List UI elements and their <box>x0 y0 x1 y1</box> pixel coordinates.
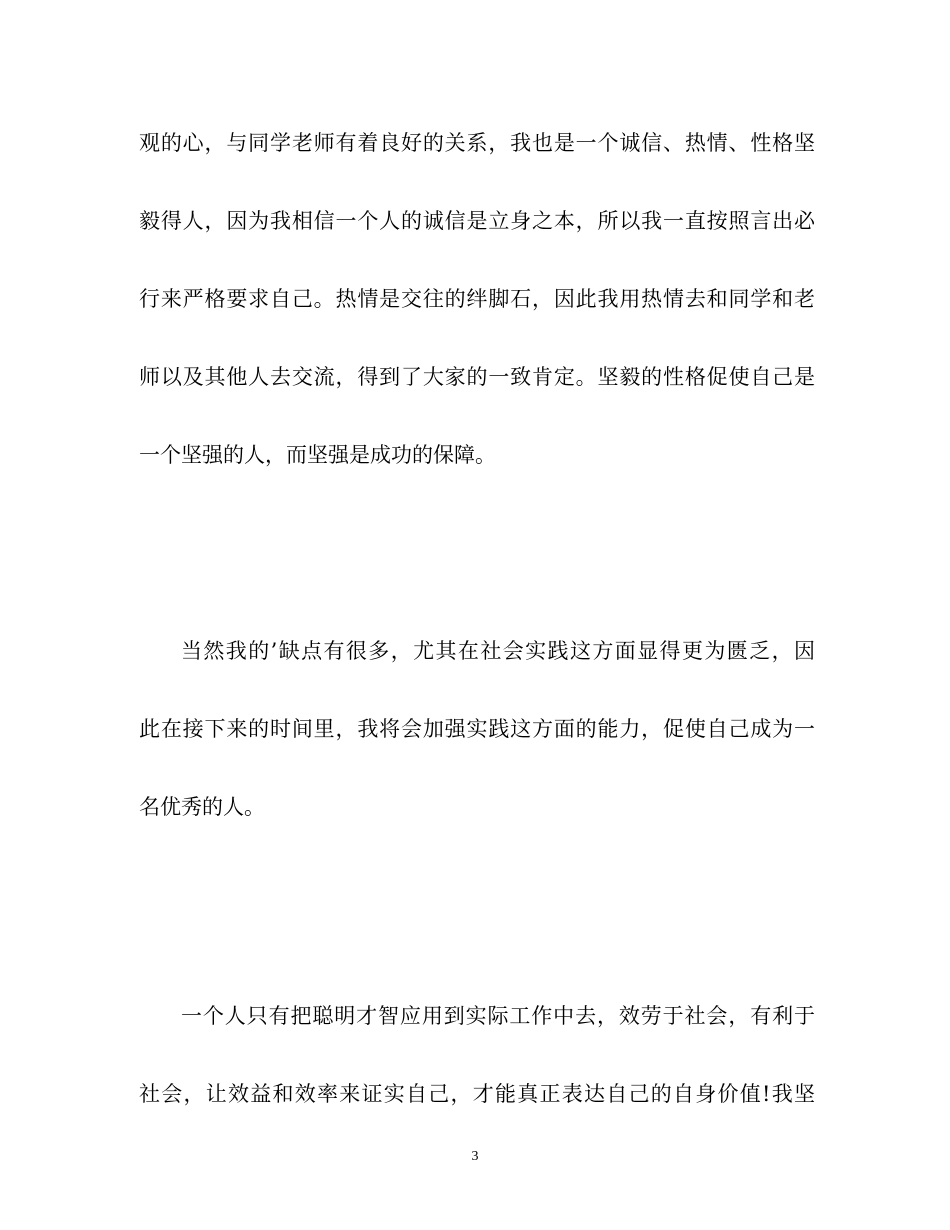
paragraph-line: 师以及其他人去交流，得到了大家的一致肯定。坚毅的性格促使自己是 <box>139 365 815 389</box>
paragraph-1 <box>139 127 815 517</box>
paragraph-line: 此在接下来的时间里，我将会加强实践这方面的能力，促使自己成为一 <box>139 717 815 741</box>
paragraph-line: 毅得人，因为我相信一个人的诚信是立身之本，所以我一直按照言出必 <box>139 209 815 233</box>
paragraph-line: 社会，让效益和效率来证实自己，才能真正表达自己的自身价值!我坚 <box>139 1082 815 1106</box>
paragraph-3 <box>139 1000 815 1156</box>
paragraph-line: 一个坚强的人，而坚强是成功的保障。 <box>139 443 496 467</box>
paragraph-line: 当然我的’缺点有很多，尤其在社会实践这方面显得更为匮乏，因 <box>181 639 815 663</box>
paragraph-2 <box>139 635 815 869</box>
paragraph-line: 名优秀的人。 <box>139 795 265 819</box>
paragraph-line: 观的心，与同学老师有着良好的关系，我也是一个诚信、热情、性格坚 <box>139 131 815 155</box>
paragraph-line: 一个人只有把聪明才智应用到实际工作中去，效劳于社会，有利于 <box>181 1004 815 1028</box>
paragraph-line: 行来严格要求自己。热情是交往的绊脚石，因此我用热情去和同学和老 <box>139 287 815 311</box>
page-number: 3 <box>471 1149 479 1164</box>
